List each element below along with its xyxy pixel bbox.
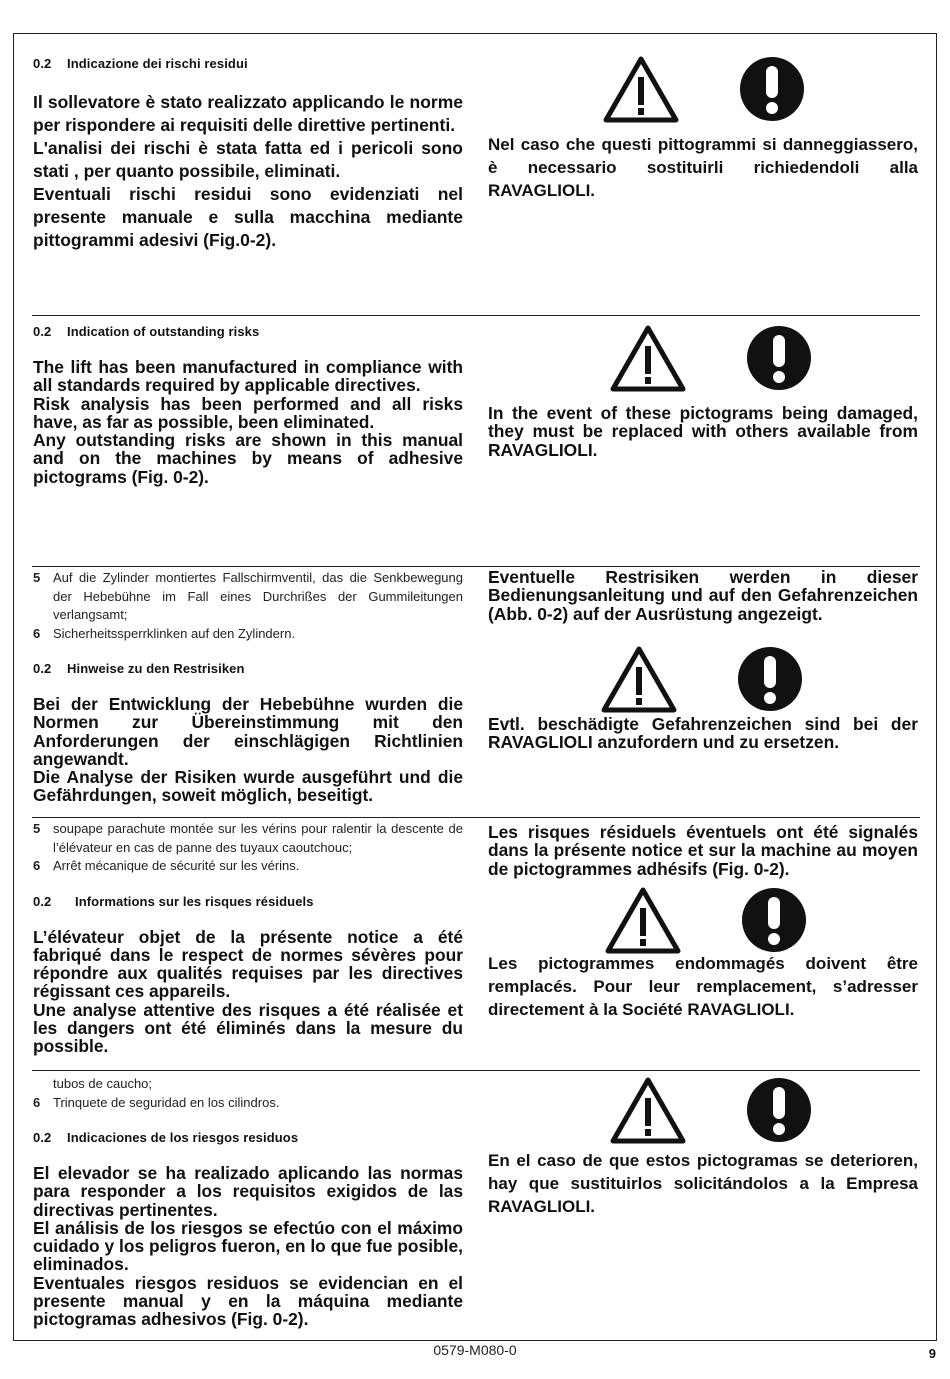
section-heading: 0.2 Informations sur les risques résiduels (33, 893, 314, 909)
pictograms (610, 324, 812, 392)
section-note-top: Les risques résiduels éventuels ont été signalés dans la présente notice et sur la machine au moyen de pictogrammes adhésifs (Fig. 0-2). (488, 822, 918, 879)
section-note-top: Eventuelle Restrisiken werden in dieser Bedienungsanleitung und auf den Gefahrenzeichen (Abb. 0-2) auf der Ausrüstung angezeigt. (488, 567, 918, 624)
section-body: Il sollevatore è stato realizzato applicando le norme per rispondere ai requisiti delle direttive pertinenti. L'analisi dei rischi è stata fatta ed i pericoli sono stati , per quanto possibile, eliminati. Eventuali rischi residui sono evidenziati nel presente manuale e sulla macchina mediante pittogrammi adesivi (Fig.0-2). (33, 92, 463, 250)
document-code: 0579-M080-0 (433, 1342, 517, 1358)
section-heading: 0.2 Indication of outstanding risks (33, 324, 260, 339)
section-body: The lift has been manufactured in compliance with all standards required by applicable directives. Risk analysis has been performed and all risks have, as far as possible, been eliminated. Any outstanding risks are shown in this manual and on the machines by means of adhesive pictograms (Fig. 0-2). (33, 357, 463, 487)
section-body: El elevador se ha realizado aplicando las normas para responder a los requisitos exigidos de las directivas pertinentes. El análisis de los riesgos se efectúo con el máximo cuidado y los peligros fueron, en lo que fue posible, eliminados. Eventuales riesgos residuos se evidencian en el presente manual y en la máquina mediante pictogramas adhesivos (Fig. 0-2). (33, 1163, 463, 1330)
pictograms (603, 55, 805, 123)
section-en (13, 316, 937, 566)
list-item: 6 Arrêt mécanique de sécurité sur les vérins. (33, 858, 300, 873)
section-heading: 0.2 Hinweise zu den Restrisiken (33, 661, 245, 676)
list-item: 5 Auf die Zylinder montiertes Fallschirmventil, das die Senkbewegung der Hebebühne im Fall eines Durchrißes der Gummileitungen verlangsamt; (33, 570, 463, 622)
section-note: In the event of these pictograms being damaged, they must be replaced with others available from RAVAGLIOLI. (488, 403, 918, 460)
exclamation-circle-icon (746, 325, 812, 391)
list-item: 6 Trinquete de seguridad en los cilindros. (33, 1094, 280, 1110)
section-es (13, 1071, 937, 1339)
section-body: L’élévateur objet de la présente notice a été fabriqué dans le respect de normes sévères pour répondre aux qualités requises par les directives régissant ces appareils. Une analyse attentive des risques a été réalisée et les dangers ont été éliminés dans la mesure du possible. (33, 926, 463, 1057)
section-heading: 0.2 Indicaciones de los riesgos residuos (33, 1130, 299, 1145)
pictograms (601, 645, 803, 713)
warning-triangle-icon (610, 1076, 686, 1144)
section-note: En el caso de que estos pictogramas se deterioren, hay que sustituirlos solicitándolos a la Empresa RAVAGLIOLI. (488, 1151, 918, 1216)
pictograms (610, 1076, 812, 1144)
section-note: Les pictogrammes endommagés doivent être remplacés. Pour leur remplacement, s’adresser directement à la Société RAVAGLIOLI. (488, 954, 918, 1019)
section-note: Nel caso che questi pittogrammi si danneggiassero, è necessario sostituirli richiedendoli alla RAVAGLIOLI. (488, 135, 918, 200)
exclamation-circle-icon (741, 887, 807, 953)
warning-triangle-icon (605, 886, 681, 954)
exclamation-circle-icon (739, 56, 805, 122)
section-note: Evtl. beschädigte Gefahrenzeichen sind bei der RAVAGLIOLI anzufordern und zu ersetzen. (488, 714, 918, 753)
pictograms (605, 886, 807, 954)
list-item: tubos de caucho; (53, 1076, 153, 1091)
section-body: Bei der Entwicklung der Hebebühne wurden die Normen zur Übereinstimmung mit den Anforderungen der einschlägigen Richtlinien angewandt. Die Analyse der Risiken wurde ausgeführt und die Gefährdungen, soweit möglich, beseitigt. (33, 694, 463, 806)
warning-triangle-icon (601, 645, 677, 713)
section-de (13, 567, 937, 817)
list-item: 5 soupape parachute montée sur les vérins pour ralentir la descente de l’élévateur en cas de panne des tuyaux caoutchouc; (33, 821, 463, 855)
page-number: 9 (928, 1346, 936, 1361)
section-heading: 0.2 Indicazione dei rischi residui (33, 56, 248, 71)
section-it (13, 33, 937, 315)
exclamation-circle-icon (746, 1077, 812, 1143)
warning-triangle-icon (610, 324, 686, 392)
warning-triangle-icon (603, 55, 679, 123)
exclamation-circle-icon (737, 646, 803, 712)
list-item: 6 Sicherheitssperrklinken auf den Zylindern. (33, 625, 296, 641)
section-fr (13, 818, 937, 1070)
